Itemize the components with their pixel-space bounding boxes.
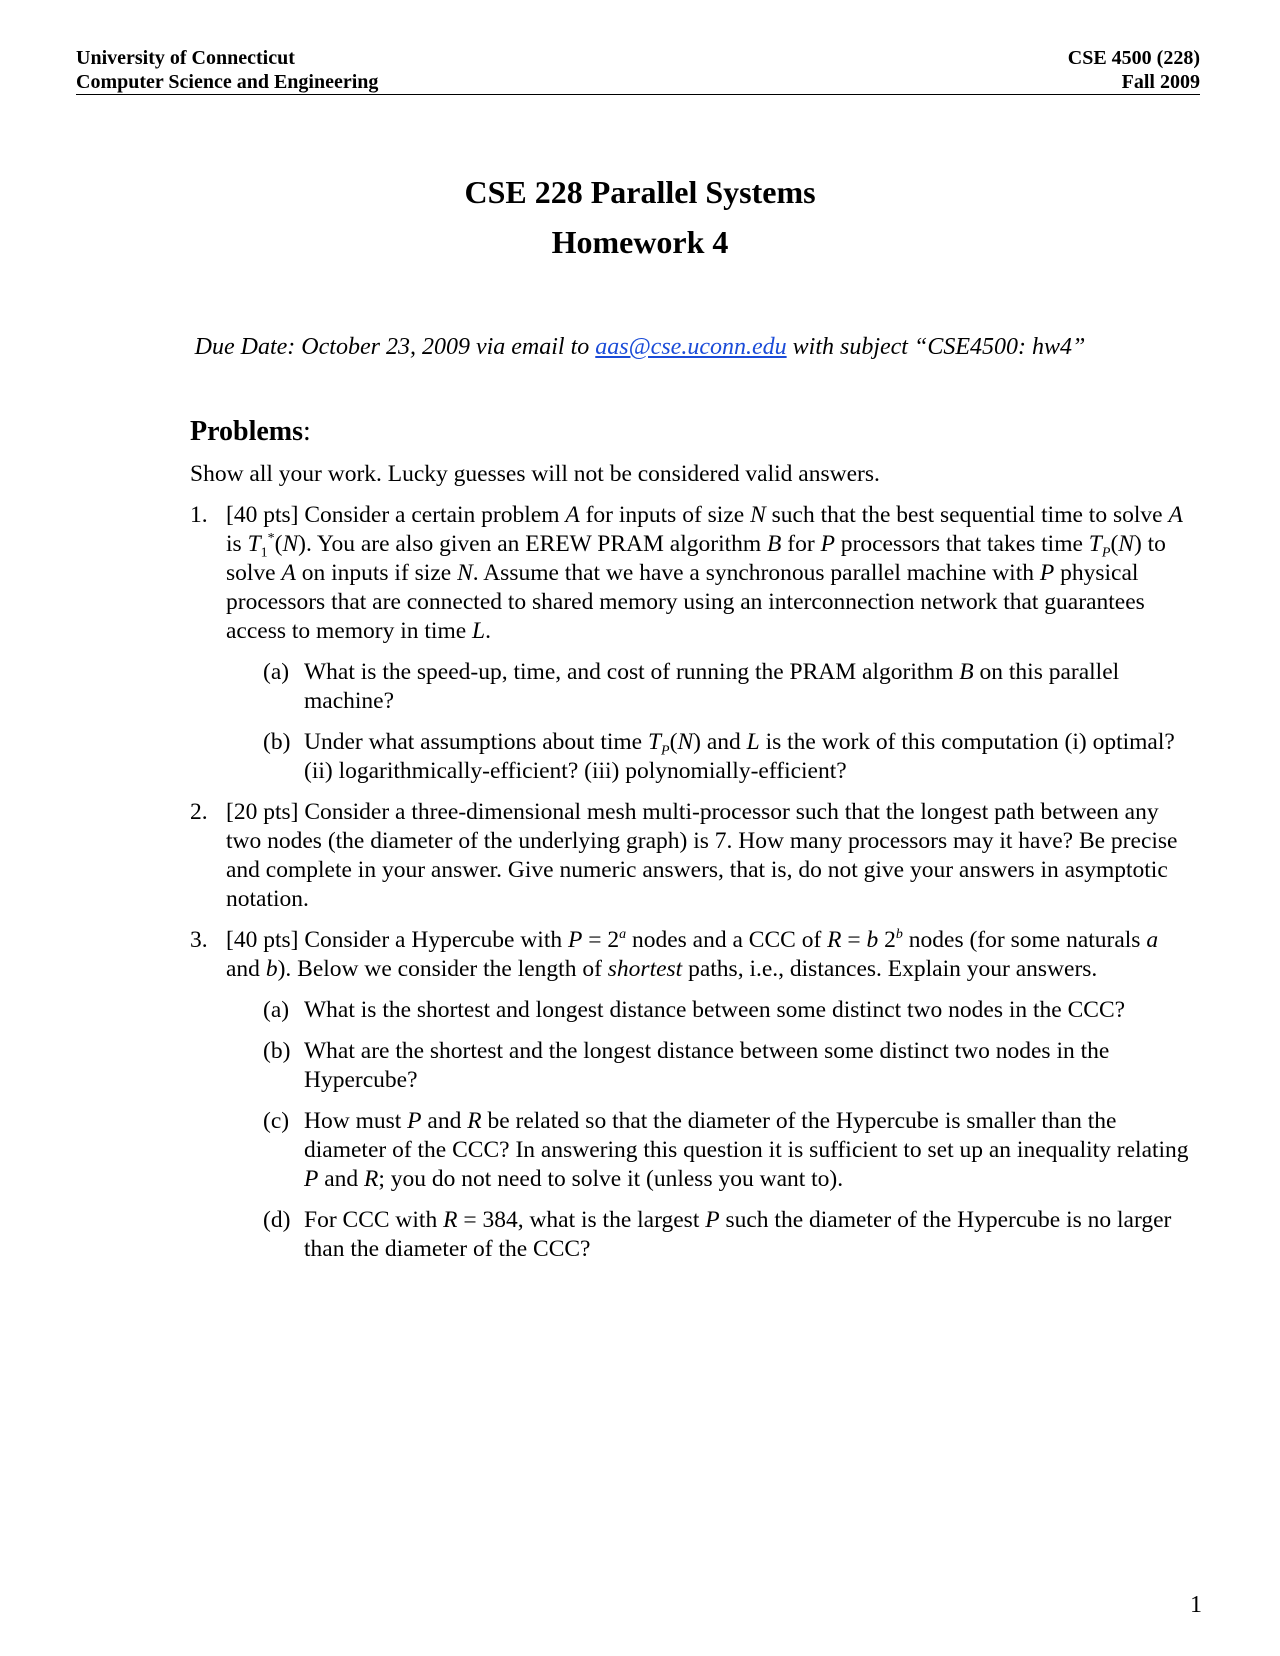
superscript: a (619, 927, 627, 943)
text-run: ) to solve (226, 531, 1166, 586)
document-title: CSE 228 Parallel Systems (464, 174, 816, 210)
subpart-text (304, 1206, 1190, 1264)
math-var: b (265, 956, 278, 982)
math-var: N (1118, 531, 1134, 557)
text-run: ( (1110, 531, 1119, 557)
math-var: P (705, 1207, 720, 1233)
problems-heading (190, 414, 1190, 450)
math-var: R (364, 1166, 379, 1192)
problem-text: [20 pts] Consider a three-dimensional mesh multi-processor such that the longest path between any two nodes (the diameter of the underlying graph) is 7. How many processors may it have? Be precise and complete in your answer. Give numeric answers, that is, do not give your answers in asymptotic notation. (226, 799, 1178, 912)
text-run: ). Below we consider the length of (277, 956, 608, 982)
text-run: ) and (693, 729, 747, 755)
problem-1 (190, 501, 1190, 646)
subpart-label: (a) (263, 997, 290, 1023)
problem-1b (190, 728, 1190, 786)
math-var: L (472, 618, 486, 644)
university-name: University of Connecticut (76, 47, 295, 69)
math-var: A (565, 502, 580, 528)
text-run: nodes and a CCC of (626, 927, 828, 953)
text-run: . Assume that we have a synchronous parallel machine with (472, 560, 1040, 586)
due-date-line (0, 334, 1280, 361)
math-var: T (1088, 531, 1102, 557)
subpart-text: What is the shortest and longest distance between some distinct two nodes in the CCC? (304, 997, 1126, 1023)
text-run: ). You are also given an EREW PRAM algorithm (298, 531, 768, 557)
text-run: is the work of this computation (i) optimal? (ii) logarithmically-efficient? (iii) polynomially-efficient? (304, 729, 1175, 784)
header-right (1068, 46, 1200, 94)
subscript: 1 (260, 545, 268, 561)
text-run: nodes (for some naturals (902, 927, 1147, 953)
math-var: P (407, 1108, 422, 1134)
problem-3 (190, 926, 1190, 984)
problem-3a (190, 996, 1190, 1025)
math-var: P (567, 927, 583, 953)
text-run: ( (669, 729, 678, 755)
text-run: and (421, 1108, 468, 1134)
text-run: = 384, what is the largest (457, 1207, 706, 1233)
math-var: R (443, 1207, 458, 1233)
text-run: on this parallel machine? (304, 659, 1120, 714)
text-run: How must (304, 1108, 408, 1134)
text-run: Under what assumptions about time (304, 729, 648, 755)
page-number: 1 (1190, 1592, 1202, 1618)
subscript: P (661, 743, 670, 759)
text-run: and (226, 956, 266, 982)
subpart-text (304, 1107, 1190, 1194)
text-run: for (781, 531, 821, 557)
text-run: ; you do not need to solve it (unless you want to). (378, 1166, 844, 1192)
subpart-label: (b) (263, 729, 291, 755)
math-var: P (820, 531, 835, 557)
course-code: CSE 4500 (228) (1067, 47, 1200, 69)
math-var: T (247, 531, 261, 557)
text-run: 2 (878, 927, 896, 953)
text-run: [40 pts] Consider a Hypercube with (226, 927, 568, 953)
math-var: A (1168, 502, 1183, 528)
math-var: T (647, 729, 662, 755)
main-content (190, 414, 1190, 1276)
problem-text (226, 501, 1190, 646)
math-var: P (304, 1166, 319, 1192)
math-var: P (1039, 560, 1055, 586)
problem-3d (190, 1206, 1190, 1264)
math-var: L (746, 729, 760, 755)
subpart-label: (c) (263, 1108, 290, 1134)
math-var: R (827, 927, 842, 953)
instructions: Show all your work. Lucky guesses will not be considered valid answers. (190, 461, 880, 487)
text-run: = 2 (582, 927, 620, 953)
document-subtitle: Homework 4 (551, 224, 729, 260)
text-run: For CCC with (304, 1207, 444, 1233)
text-run: ( (274, 531, 283, 557)
text-run: is (226, 531, 248, 557)
problems-heading-colon: : (303, 416, 311, 447)
math-var: N (282, 531, 299, 557)
text-run: = (841, 927, 867, 953)
problem-3c (190, 1107, 1190, 1194)
math-var: N (750, 502, 766, 528)
text-run: such that the best sequential time to solve (765, 502, 1169, 528)
problem-number: 2. (190, 799, 208, 825)
text-run: such the diameter of the Hypercube is no larger than the diameter of the CCC? (304, 1207, 1172, 1262)
problem-number: 3. (190, 927, 208, 953)
superscript: * (267, 531, 275, 547)
math-var: A (281, 560, 296, 586)
math-var: N (457, 560, 473, 586)
problems-heading-text: Problems (190, 416, 304, 447)
problem-3b (190, 1037, 1190, 1095)
text-run: be related so that the diameter of the Hypercube is smaller than the diameter of the CCC? In answering this question it is sufficient to set up an inequality relating (304, 1108, 1189, 1163)
math-var: B (767, 531, 782, 557)
semester: Fall 2009 (1121, 71, 1200, 93)
subpart-label: (b) (263, 1038, 291, 1064)
email-link[interactable]: aas@cse.uconn.edu (595, 334, 787, 360)
text-run: processors that takes time (834, 531, 1089, 557)
problem-1a (190, 658, 1190, 716)
subpart-text (304, 728, 1190, 786)
subpart-label: (d) (263, 1207, 291, 1233)
due-prefix: Due Date: October 23, 2009 via email to (194, 334, 596, 360)
department-name: Computer Science and Engineering (76, 71, 379, 93)
math-var: R (467, 1108, 482, 1134)
due-suffix: with subject “CSE4500: hw4” (786, 334, 1086, 360)
math-var: b (866, 927, 879, 953)
header-rule (76, 94, 1200, 95)
text-run: paths, i.e., distances. Explain your answers. (682, 956, 1098, 982)
emphasis: shortest (607, 956, 683, 982)
superscript: b (895, 927, 903, 943)
problem-text (226, 926, 1190, 984)
text-run: and (318, 1166, 365, 1192)
text-run: on inputs if size (295, 560, 458, 586)
problem-2 (190, 798, 1190, 914)
text-run: for inputs of size (579, 502, 751, 528)
math-var: N (677, 729, 694, 755)
subpart-label: (a) (263, 659, 290, 685)
text-run: physical processors that are connected to shared memory using an interconnection network that guarantees access to memory in time (226, 560, 1145, 644)
text-run: . (485, 618, 491, 644)
math-var: B (959, 659, 974, 685)
header-left (76, 46, 378, 94)
subpart-text (304, 658, 1190, 716)
subscript: P (1101, 545, 1111, 561)
math-var: a (1146, 927, 1159, 953)
subpart-text: What are the shortest and the longest distance between some distinct two nodes in the Hypercube? (304, 1038, 1110, 1093)
text-run: [40 pts] Consider a certain problem (226, 502, 566, 528)
problem-number: 1. (190, 502, 208, 528)
text-run: What is the speed-up, time, and cost of running the PRAM algorithm (304, 659, 960, 685)
